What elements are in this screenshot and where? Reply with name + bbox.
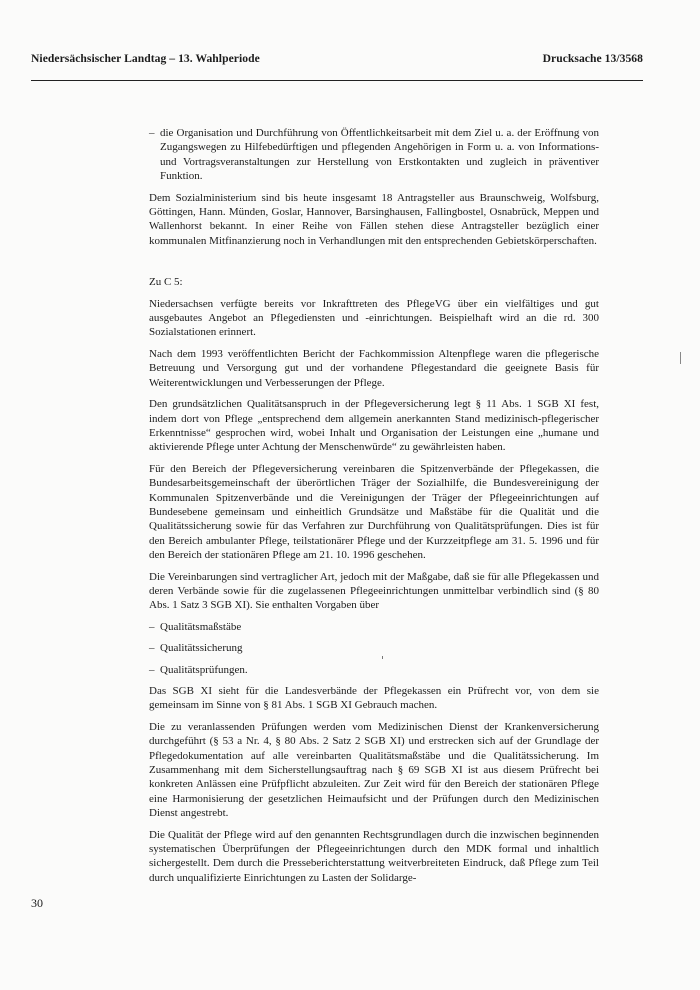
list-item-text: Qualitätsmaßstäbe xyxy=(160,620,242,633)
paragraph-8: Die Qualität der Pflege wird auf den genannten Rechtsgrundlagen durch die inzwischen beginnenden systematischen Überprüfungen der Pflegeeinrichtungen durch den MDK formal und inhaltlich sichergestellt. Dem durch die Presseberichterstattung weitverbreiteten Eindruck, daß Pflege zum Teil durch unqualifizierte Einrichtungen zu Lasten der Solidarge- xyxy=(149,828,599,884)
list-item-text: Qualitätssicherung xyxy=(160,642,243,655)
paragraph-7: Die zu veranlassenden Prüfungen werden vom Medizinischen Dienst der Krankenversicherung durchgeführt (§ 53 a Nr. 4, § 80 Abs. 2 Satz 2 SGB XI) und erstrecken sich auf der Grundlage der Pflegedokumentation auf alle vereinbarten Qualitätsmaßstäbe und die Qualitätssicherung. Im Zusammenhang mit dem Sicherstellungsauftrag nach § 69 SGB XI ist aus diesem Prüfrecht bei konkreten Anlässen eine Prüfpflicht abzuleiten. Zur Zeit wird für den Bereich der stationären Pflege eine Harmonisierung der gesetzlichen Heimaufsicht und der Prüfungen durch den Medizinischen Dienst angestrebt. xyxy=(149,720,599,820)
section-spacer xyxy=(149,255,599,275)
intro-list-item-text: die Organisation und Durchführung von Öffentlichkeitsarbeit mit dem Ziel u. a. der Eröffnung von Zugangswegen zu Hilfebedürftigen und pflegenden Angehörigen in Form u. a. von Informations- und Vortragsveranstaltungen zur Herstellung von Erstkontakten und zugleich in präventiver Funktion. xyxy=(160,127,599,183)
dash-bullet: – xyxy=(149,620,155,633)
paragraph-1: Niedersachsen verfügte bereits vor Inkrafttreten des PflegeVG über ein vielfältiges und gut ausgebautes Angebot an Pflegediensten und -einrichtungen. Beispielhaft wird an die rd. 300 Sozialstationen erinnert. xyxy=(149,297,599,339)
paragraph-5: Die Vereinbarungen sind vertraglicher Art, jedoch mit der Maßgabe, daß sie für alle Pflegekassen und deren Verbände sowie für die zugelassenen Pflegeeinrichtungen unmittelbar verbindlich sind (§ 80 Abs. 1 Satz 3 SGB XI). Sie enthalten Vorgaben über xyxy=(149,570,599,612)
header-parliament-title: Niedersächsischer Landtag – 13. Wahlperiode xyxy=(31,52,260,65)
paragraph-3: Den grundsätzlichen Qualitätsanspruch in der Pflegeversicherung legt § 11 Abs. 1 SGB XI fest, indem dort von Pflege „entsprechend dem allgemein anerkannten Stand medizinisch-pflegerischer Erkenntnisse“ gesprochen wird, wobei Inhalt und Organisation der Leistungen eine „humane und aktivierende Pflege unter Achtung der Menschenwürde“ zu gewährleisten haben. xyxy=(149,398,599,454)
paragraph-2: Nach dem 1993 veröffentlichten Bericht der Fachkommission Altenpflege waren die pflegerische Betreuung und Versorgung gut und der vorhandene Pflegestandard die geeignete Basis für Weiterentwicklungen und Verbesserungen der Pflege. xyxy=(149,347,599,389)
page-number: 30 xyxy=(31,896,43,910)
page-header xyxy=(31,52,643,66)
header-rule xyxy=(31,80,643,81)
margin-scan-mark xyxy=(680,352,681,364)
dash-bullet: – xyxy=(149,127,155,139)
dash-bullet: – xyxy=(149,642,155,655)
paragraph-4: Für den Bereich der Pflegeversicherung vereinbaren die Spitzenverbände der Pflegekassen, die Bundesarbeitsgemeinschaft der überörtlichen Träger der Sozialhilfe, die Bundesvereinigung der Kommunalen Spitzenverbände und die Vereinigungen der Träger der Pflegeeinrichtungen auf Bundesebene gemeinsam und einheitlich Grundsätze und Maßstäbe für die Qualität und die Qualitätssicherung sowie für das Verfahren zur Durchführung von Qualitätsprüfungen. Dies ist für den Bereich ambulanter Pflege, teilstationärer Pflege und der Kurzzeitpflege am 31. 5. 1996 und für den Bereich der stationären Pflege am 21. 10. 1996 geschehen. xyxy=(149,462,599,562)
paragraph-ministry: Dem Sozialministerium sind bis heute insgesamt 18 Antragsteller aus Braunschweig, Wolfsburg, Göttingen, Hann. Münden, Goslar, Hannover, Barsinghausen, Fallingbostel, Osnabrück, Meppen und Wallenhorst bekannt. In einer Reihe von Fällen stehen diese Antragsteller bezüglich einer kommunalen Mitfinanzierung noch in Verhandlungen mit den entsprechenden Gebietskörperschaften. xyxy=(149,191,599,247)
intro-list-item xyxy=(149,126,599,184)
header-document-number: Drucksache 13/3568 xyxy=(542,52,643,65)
dash-bullet: – xyxy=(149,663,155,676)
list-item-quality-standards xyxy=(149,620,599,634)
body-text xyxy=(149,126,599,892)
list-item-text: Qualitätsprüfungen. xyxy=(160,663,248,676)
paragraph-6: Das SGB XI sieht für die Landesverbände der Pflegekassen ein Prüfrecht vor, von dem sie gemeinsam im Sinne von § 81 Abs. 1 SGB XI Gebrauch machen. xyxy=(149,685,599,712)
scan-speck xyxy=(382,656,383,659)
list-item-quality-audits xyxy=(149,663,599,677)
list-item-quality-assurance xyxy=(149,641,599,655)
section-heading: Zu C 5: xyxy=(149,276,183,289)
